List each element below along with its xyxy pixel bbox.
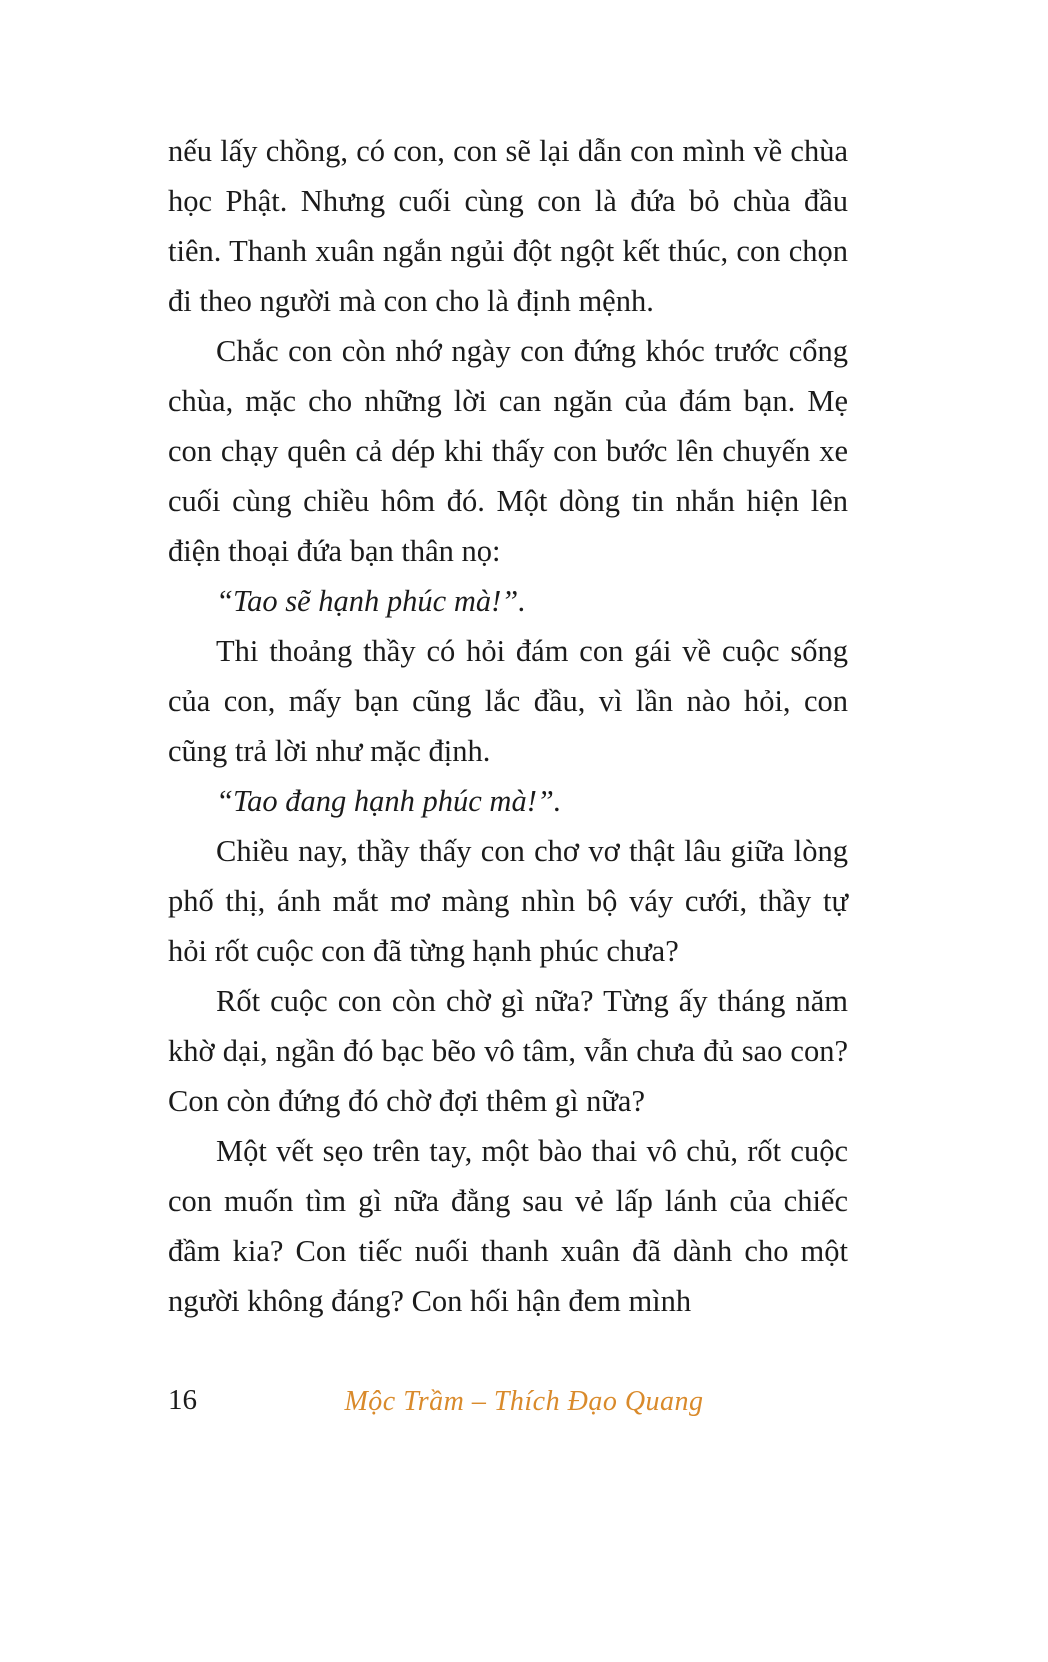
page-number: 16 (168, 1384, 197, 1416)
book-credit: Mộc Trầm – Thích Đạo Quang (344, 1386, 704, 1417)
quoted-line: “Tao sẽ hạnh phúc mà!”. (216, 584, 526, 618)
paragraph: nếu lấy chồng, có con, con sẽ lại dẫn con mình về chùa học Phật. Nhưng cuối cùng con là đứa bỏ chùa đầu tiên. Thanh xuân ngắn ngủi đột ngột kết thúc, con chọn đi theo người mà con cho là định mệnh. (168, 134, 848, 318)
paragraph: Một vết sẹo trên tay, một bào thai vô chủ, rốt cuộc con muốn tìm gì nữa đằng sau vẻ lấp lánh của chiếc đầm kia? Con tiếc nuối thanh xuân đã dành cho một người không đáng? Con hối hận đem mình (168, 1134, 848, 1318)
paragraph: Rốt cuộc con còn chờ gì nữa? Từng ấy tháng năm khờ dại, ngần đó bạc bẽo vô tâm, vẫn chưa đủ sao con? Con còn đứng đó chờ đợi thêm gì nữa? (168, 984, 848, 1118)
page-body-text (168, 126, 848, 1326)
paragraph: Chiều nay, thầy thấy con chơ vơ thật lâu giữa lòng phố thị, ánh mắt mơ màng nhìn bộ váy cưới, thầy tự hỏi rốt cuộc con đã từng hạnh phúc chưa? (168, 834, 848, 968)
paragraph: Thi thoảng thầy có hỏi đám con gái về cuộc sống của con, mấy bạn cũng lắc đầu, vì lần nào hỏi, con cũng trả lời như mặc định. (168, 634, 848, 768)
page-footer (168, 1384, 880, 1430)
paragraph: Chắc con còn nhớ ngày con đứng khóc trước cổng chùa, mặc cho những lời can ngăn của đám bạn. Mẹ con chạy quên cả dép khi thấy con bước lên chuyến xe cuối cùng chiều hôm đó. Một dòng tin nhắn hiện lên điện thoại đứa bạn thân nọ: (168, 334, 848, 568)
quoted-line: “Tao đang hạnh phúc mà!”. (216, 784, 562, 818)
